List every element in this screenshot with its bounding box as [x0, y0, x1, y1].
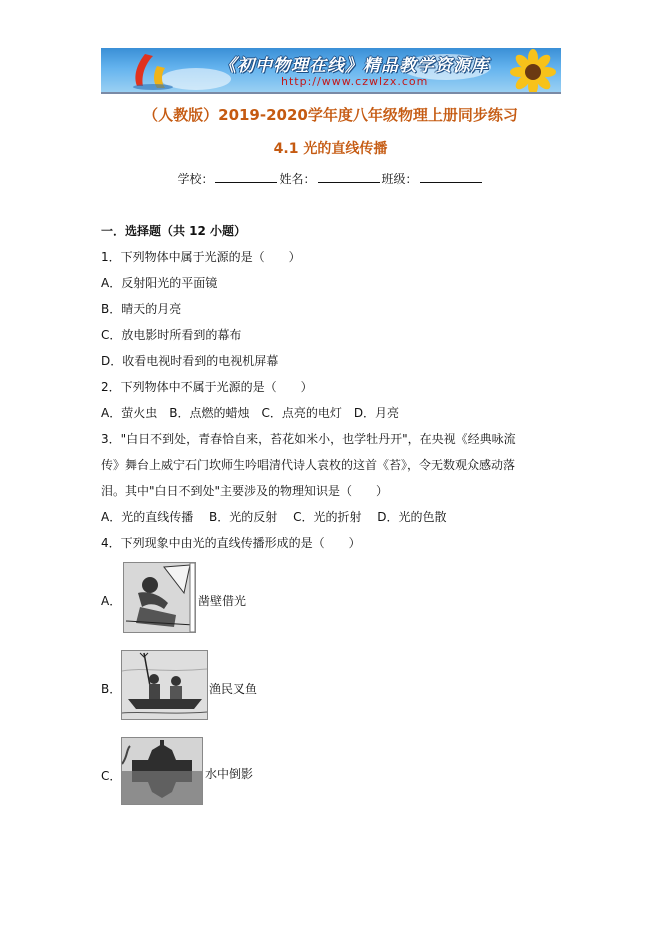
question-1-option-a: A．反射阳光的平面镜: [101, 276, 218, 290]
school-label: 学校：: [177, 172, 214, 186]
header-banner: [101, 48, 561, 94]
fishing-illustration: [122, 651, 207, 719]
option-label: A．: [101, 594, 122, 608]
school-field[interactable]: [215, 171, 277, 183]
option-caption: 凿壁借光: [198, 594, 247, 608]
question-3-stem-line-1: 3．"白日不到处，青春恰自来，苔花如米小，也学牡丹开"，在央视《经典咏流: [101, 432, 516, 446]
option-caption: 水中倒影: [205, 767, 254, 781]
document-subtitle: 4.1 光的直线传播: [273, 141, 388, 157]
wall-light-illustration: [124, 563, 195, 632]
question-3-options: A．光的直线传播 B．光的反射 C．光的折射 D．光的色散: [101, 510, 447, 524]
option-b-image: [121, 650, 208, 720]
section-title: 一．选择题（共 12 小题）: [101, 224, 247, 238]
option-caption: 渔民叉鱼: [209, 682, 258, 696]
sunflower-icon: [503, 48, 561, 92]
question-1-option-d: D．收看电视时看到的电视机屏幕: [101, 354, 279, 368]
option-label: C．: [101, 769, 122, 783]
class-label: 班级：: [381, 172, 418, 186]
question-1-stem: 1．下列物体中属于光源的是（ ）: [101, 250, 301, 264]
question-4-stem: 4．下列现象中由光的直线传播形成的是（ ）: [101, 536, 361, 550]
question-3-stem-line-2: 传》舞台上威宁石门坎师生吟唱清代诗人袁枚的这首《苔》，令无数观众感动落: [101, 458, 516, 472]
class-field[interactable]: [420, 171, 482, 183]
question-2-options: A．萤火虫 B．点燃的蜡烛 C．点亮的电灯 D．月亮: [101, 406, 400, 420]
question-1-option-b: B．晴天的月亮: [101, 302, 182, 316]
question-2-stem: 2．下列物体中不属于光源的是（ ）: [101, 380, 313, 394]
question-1-option-c: C．放电影时所看到的幕布: [101, 328, 242, 342]
option-label: B．: [101, 682, 122, 696]
name-field[interactable]: [318, 171, 380, 183]
student-info-row: [0, 170, 661, 187]
banner-url: http://www.czwlzx.com: [281, 75, 429, 88]
name-label: 姓名：: [279, 172, 316, 186]
document-title: （人教版）2019-2020学年度八年级物理上册同步练习: [143, 106, 518, 124]
option-c-image: [121, 737, 203, 805]
question-3-stem-line-3: 泪。其中"白日不到处"主要涉及的物理知识是（ ）: [101, 484, 389, 498]
banner-title: 《初中物理在线》精品教学资源库: [219, 56, 489, 76]
reflection-illustration: [122, 738, 202, 804]
option-a-image: [123, 562, 196, 633]
logo-icon: [123, 50, 185, 90]
